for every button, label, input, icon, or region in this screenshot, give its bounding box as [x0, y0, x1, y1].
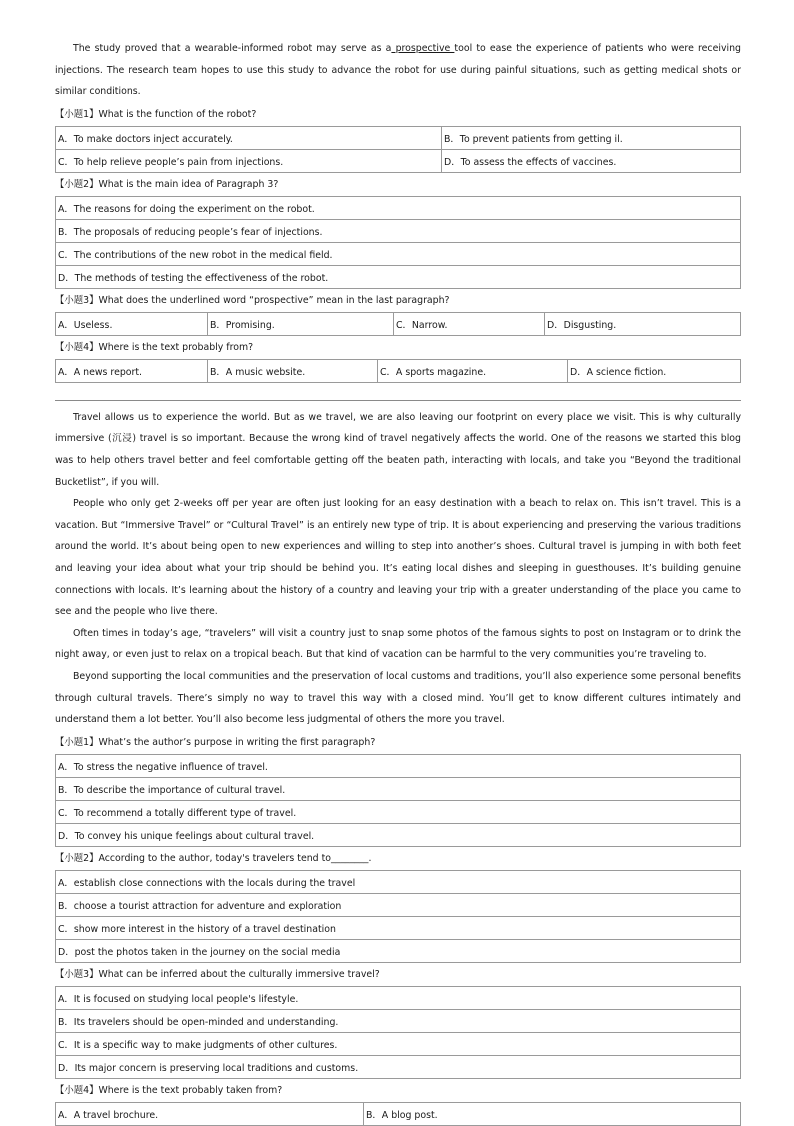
passage1-text-after: tool to ease the experience of patients who were receiving injections. The research team hopes to use this study to advance the robot for use during painful situations, such as getting medical shots or similar conditions. [55, 43, 741, 98]
option-b[interactable]: B．To describe the importance of cultural travel. [56, 777, 741, 800]
section-divider [55, 400, 741, 401]
option-b[interactable]: B．To prevent patients from getting il. [442, 126, 741, 149]
option-b[interactable]: B．A blog post. [364, 1102, 741, 1125]
option-b[interactable]: B．Its travelers should be open-minded and understanding. [56, 1009, 741, 1032]
options-list [55, 986, 741, 1079]
passage2-paragraph-2: People who only get 2-weeks off per year are often just looking for an easy destination with a beach to relax on. This isn’t travel. This is a vacation. But “Immersive Travel” or “Cultural Travel” is an entirely new type of trip. It is about experiencing and preserving the various traditions around the world. It’s about being open to new experiences and willing to step into another’s shoes. Cultural travel is jumping in with both feet and leaving your idea about what your trip should be behind you. It’s eating local dishes and sleeping in guesthouses. It’s building genuine connections with locals. It’s learning about the history of a country and leaving your trip with a greater understanding of the place you came to see and the people who live there. [55, 498, 741, 618]
option-d[interactable]: D．A science fiction. [568, 359, 741, 382]
passage2-paragraph-3: Often times in today’s age, “travelers” will visit a country just to snap some photos of the famous sights to post on Instagram or to drink the night away, or even just to relax on a tropical beach. But that kind of vacation can be harmful to the very communities you’re traveling to. [55, 627, 741, 661]
option-b[interactable]: B．The proposals of reducing people’s fear of injections. [56, 219, 741, 242]
option-c[interactable]: C．It is a specific way to make judgments of other cultures. [56, 1032, 741, 1055]
question-stem: 【小题1】What’s the author’s purpose in writing the first paragraph? [55, 736, 376, 748]
option-a[interactable]: A．Useless. [56, 312, 208, 335]
option-c[interactable]: C．A sports magazine. [378, 359, 568, 382]
option-d[interactable]: D．post the photos taken in the journey on the social media [56, 939, 741, 962]
option-b[interactable]: B．choose a tourist attraction for adventure and exploration [56, 893, 741, 916]
options-list [55, 870, 741, 963]
exam-page [55, 38, 741, 1126]
options-grid [55, 126, 741, 173]
question-stem: 【小题2】According to the author, today's travelers tend to________. [55, 852, 372, 864]
option-a[interactable]: A．A news report. [56, 359, 208, 382]
options-row [55, 359, 741, 383]
option-b[interactable]: B．A music website. [208, 359, 378, 382]
options-list [55, 196, 741, 289]
question-stem: 【小题1】What is the function of the robot? [55, 108, 257, 120]
options-row [55, 312, 741, 336]
option-a[interactable]: A．The reasons for doing the experiment on the robot. [56, 196, 741, 219]
question-stem: 【小题4】Where is the text probably from? [55, 341, 254, 353]
underlined-word-prospective: prospective [391, 43, 455, 54]
option-a[interactable]: A．A travel brochure. [56, 1102, 364, 1125]
option-a[interactable]: A．To stress the negative influence of travel. [56, 754, 741, 777]
option-c[interactable]: C．To recommend a totally different type of travel. [56, 800, 741, 823]
passage1-paragraph [55, 38, 741, 103]
option-d[interactable]: D．Its major concern is preserving local traditions and customs. [56, 1055, 741, 1078]
passage1-text-before: The study proved that a wearable-informed robot may serve as a [73, 43, 392, 54]
option-a[interactable]: A．establish close connections with the locals during the travel [56, 870, 741, 893]
option-a[interactable]: A．To make doctors inject accurately. [56, 126, 442, 149]
option-c[interactable]: C．Narrow. [394, 312, 545, 335]
option-d[interactable]: D．The methods of testing the effectiveness of the robot. [56, 265, 741, 288]
question-stem: 【小题3】What can be inferred about the culturally immersive travel? [55, 968, 380, 980]
options-list [55, 754, 741, 847]
option-d[interactable]: D．To assess the effects of vaccines. [442, 149, 741, 172]
option-c[interactable]: C．The contributions of the new robot in the medical field. [56, 242, 741, 265]
passage2-paragraph-1: Travel allows us to experience the world. But as we travel, we are also leaving our footprint on every place we visit. This is why culturally immersive (沉浸) travel is so important. Because the wrong kind of travel negatively affects the world. One of the reasons we started this blog was to help others travel better and feel comfortable getting off the beaten path, interacting with locals, and take you “Beyond the traditional Bucketlist”, if you will. [55, 411, 741, 488]
question-stem: 【小题3】What does the underlined word “prospective” mean in the last paragraph? [55, 294, 450, 306]
option-c[interactable]: C．To help relieve people’s pain from injections. [56, 149, 442, 172]
option-d[interactable]: D．To convey his unique feelings about cultural travel. [56, 823, 741, 846]
option-a[interactable]: A．It is focused on studying local people's lifestyle. [56, 986, 741, 1009]
passage2-paragraph-4: Beyond supporting the local communities and the preservation of local customs and traditions, you’ll also experience some personal benefits through cultural travels. There’s simply no way to travel this way with a closed mind. You’ll get to know different cultures intimately and understand them a lot better. You’ll also become less judgmental of others the more you travel. [55, 670, 741, 726]
options-row [55, 1102, 741, 1126]
option-d[interactable]: D．Disgusting. [545, 312, 741, 335]
option-c[interactable]: C．show more interest in the history of a travel destination [56, 916, 741, 939]
option-b[interactable]: B．Promising. [208, 312, 394, 335]
question-stem: 【小题2】What is the main idea of Paragraph 3? [55, 178, 279, 190]
question-stem: 【小题4】Where is the text probably taken from? [55, 1084, 283, 1096]
